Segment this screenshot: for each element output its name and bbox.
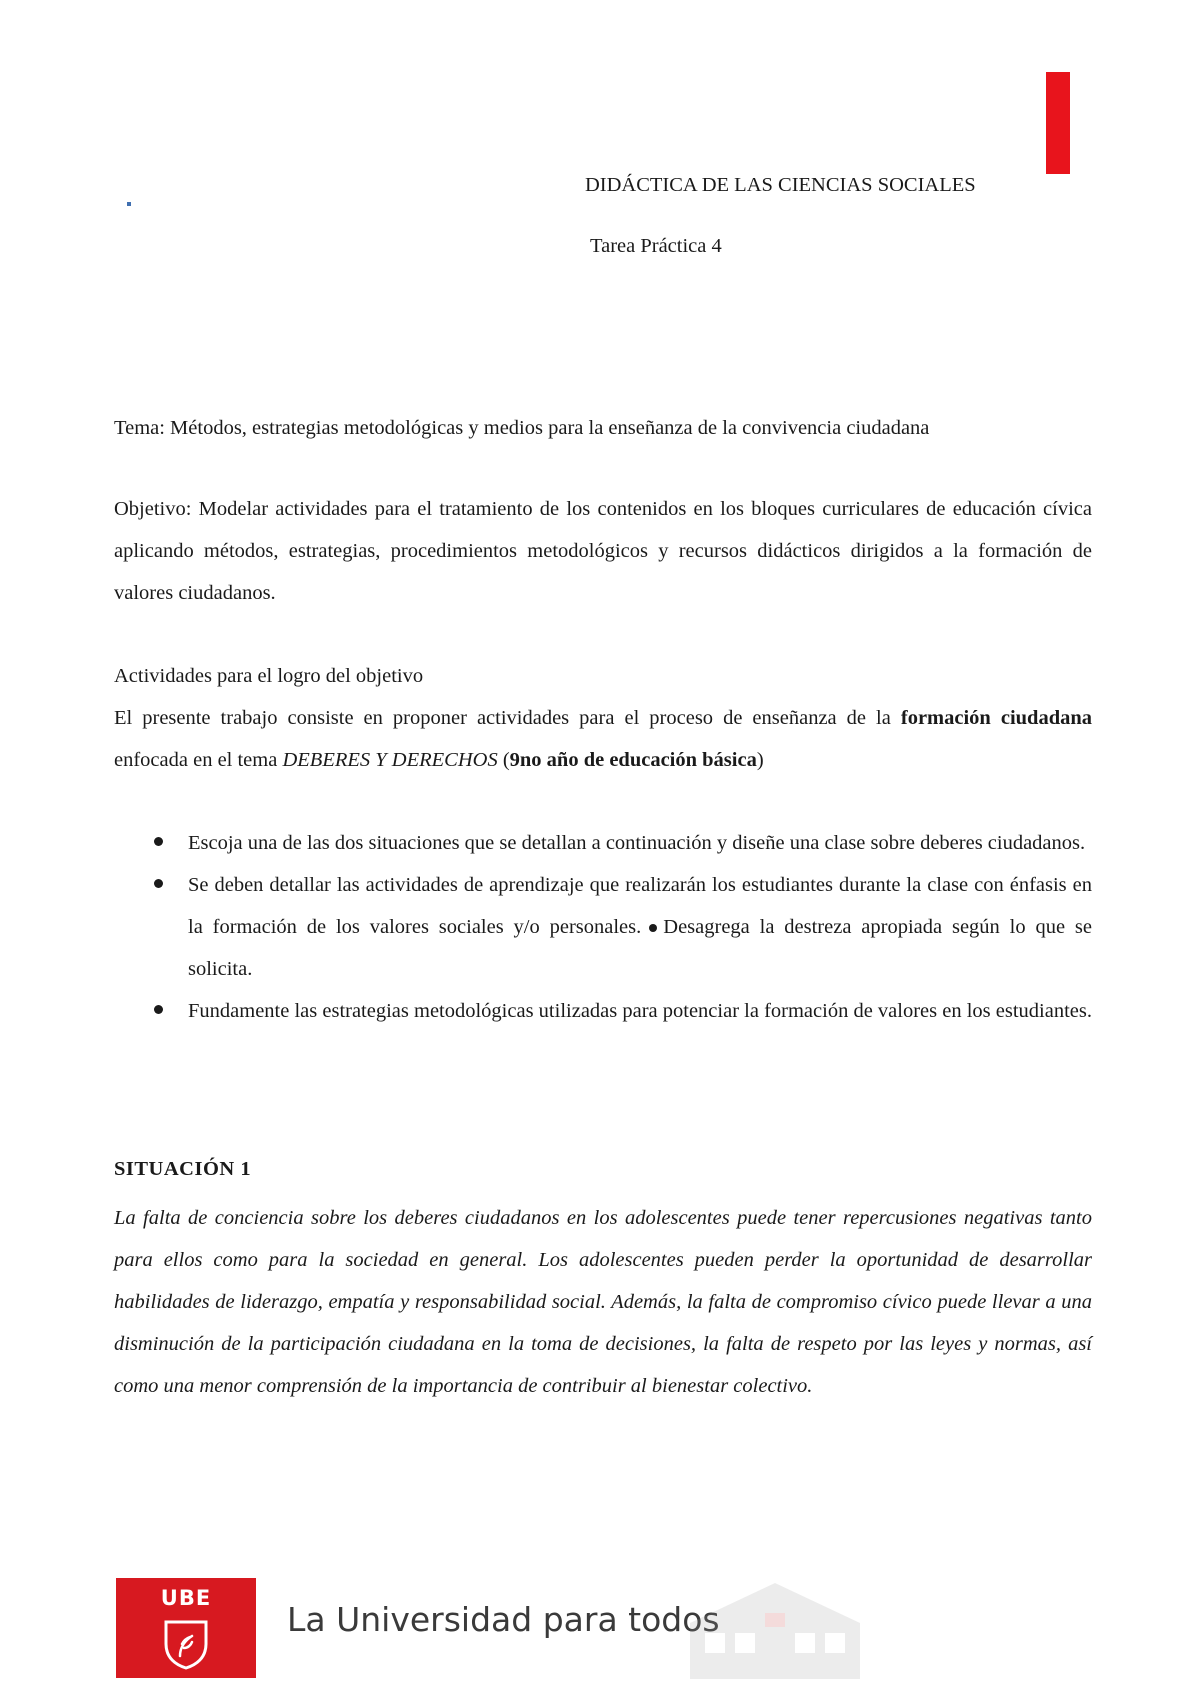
list-item bbox=[114, 990, 1092, 1032]
intro-text-3: ( bbox=[497, 749, 510, 771]
bullet-icon bbox=[649, 924, 657, 932]
footer-slogan: La Universidad para todos bbox=[287, 1600, 720, 1639]
intro-italic-topic: DEBERES Y DERECHOS bbox=[282, 749, 498, 771]
intro-text-4: ) bbox=[756, 749, 764, 771]
list-item bbox=[114, 864, 1092, 990]
ube-logo bbox=[116, 1578, 256, 1678]
list-item-text: Se deben detallar las actividades de aprendizaje que realizarán los estudiantes durante la clase con énfasis en la formación de los valores sociales y/o personales. bbox=[188, 874, 1092, 938]
tema-paragraph: Tema: Métodos, estrategias metodológicas y medios para la enseñanza de la convivencia ciudadana bbox=[114, 417, 930, 439]
document-subtitle: Tarea Práctica 4 bbox=[590, 235, 722, 257]
instructions-list bbox=[114, 822, 1092, 1032]
situacion-text: La falta de conciencia sobre los deberes ciudadanos en los adolescentes puede tener repercusiones negativas tanto para ellos como para la sociedad en general. Los adolescentes pueden perder la oportunidad de desarrollar habilidades de liderazgo, empatía y responsabilidad social. Además, la falta de compromiso cívico puede llevar a una disminución de la participación ciudadana en la toma de decisiones, la falta de respeto por las leyes y normas, así como una menor comprensión de la importancia de contribuir al bienestar colectivo. bbox=[114, 1207, 1092, 1397]
document-title: DIDÁCTICA DE LAS CIENCIAS SOCIALES bbox=[585, 174, 976, 196]
situacion-heading: SITUACIÓN 1 bbox=[114, 1158, 252, 1180]
building-watermark-icon bbox=[690, 1583, 860, 1679]
bullet-icon bbox=[154, 1005, 163, 1014]
objetivo-paragraph: Objetivo: Modelar actividades para el tratamiento de los contenidos en los bloques curriculares de educación cívica aplicando métodos, estrategias, procedimientos metodológicos y recursos didácticos dirigidos a la formación de valores ciudadanos. bbox=[114, 498, 1092, 604]
actividades-heading: Actividades para el logro del objetivo bbox=[114, 665, 424, 687]
bullet-icon bbox=[154, 879, 163, 888]
list-item-text: Escoja una de las dos situaciones que se detallan a continuación y diseñe una clase sobre deberes ciudadanos. bbox=[188, 832, 1086, 854]
shield-icon bbox=[160, 1618, 212, 1670]
list-item-text: Fundamente las estrategias metodológicas utilizadas para potenciar la formación de valores en los estudiantes. bbox=[188, 1000, 1092, 1022]
intro-bold-2: 9no año de educación básica bbox=[509, 749, 757, 771]
intro-bold-1: formación ciudadana bbox=[900, 707, 1092, 729]
header-accent-bar bbox=[1046, 72, 1070, 174]
bullet-icon bbox=[154, 837, 163, 846]
intro-text-2: enfocada en el tema bbox=[114, 749, 283, 771]
marker-dot bbox=[127, 202, 131, 206]
list-item bbox=[114, 822, 1092, 864]
intro-paragraph bbox=[114, 697, 1092, 781]
intro-text-1: El presente trabajo consiste en proponer actividades para el proceso de enseñanza de la bbox=[114, 707, 901, 729]
logo-text: UBE bbox=[160, 1586, 212, 1610]
list-item-text: Desagrega la destreza apropiada según lo que se solicita. bbox=[188, 916, 1092, 980]
